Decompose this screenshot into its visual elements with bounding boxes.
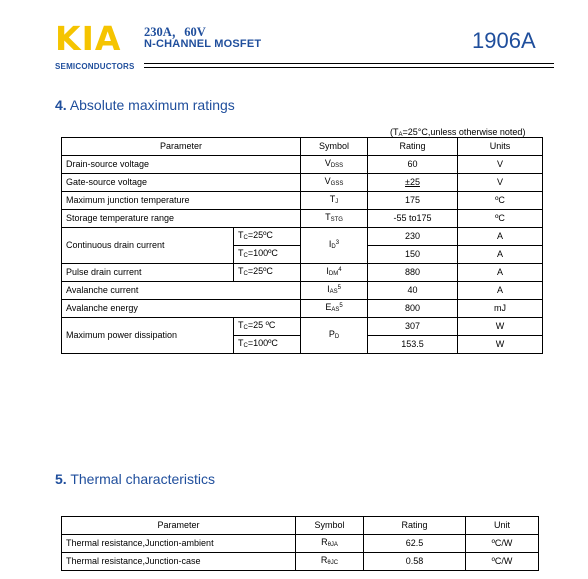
rating-cell: ±25	[368, 174, 458, 192]
symbol-cell: $V_{DSS}$	[301, 156, 368, 174]
table-row	[62, 264, 543, 282]
rating-cell: 800	[368, 300, 458, 318]
condition-cell: $T_C=100ºC$	[234, 336, 301, 354]
logo-subtitle: SEMICONDUCTORS	[55, 62, 135, 71]
section-thermal-heading	[55, 471, 215, 487]
unit-cell: A	[458, 246, 543, 264]
param-cell: Thermal resistance,Junction-case	[62, 553, 296, 571]
section-abs-heading	[55, 97, 235, 113]
symbol-cell: $E_{AS}^5$	[301, 300, 368, 318]
rating-cell: 307	[368, 318, 458, 336]
product-type: N-CHANNEL MOSFET	[144, 38, 262, 50]
condition-cell: $T_C=25ºC$	[234, 264, 301, 282]
header-units: Units	[458, 138, 543, 156]
symbol-cell: $R_{\theta JA}$	[296, 535, 364, 553]
param-cell: Continuous drain current	[62, 228, 234, 264]
header-parameter: Parameter	[62, 517, 296, 535]
param-cell: Drain-source voltage	[62, 156, 301, 174]
symbol-cell: $P_D$	[301, 318, 368, 354]
condition-cell: $T_C=25$ ºC	[234, 318, 301, 336]
rating-cell: 153.5	[368, 336, 458, 354]
param-cell: Thermal resistance,Junction-ambient	[62, 535, 296, 553]
product-rating: 230A，60V	[144, 25, 206, 39]
rating-cell: 40	[368, 282, 458, 300]
symbol-cell: $I_{DM}^4$	[301, 264, 368, 282]
section-title: Absolute maximum ratings	[69, 97, 235, 113]
unit-cell: A	[458, 264, 543, 282]
rating-cell: 230	[368, 228, 458, 246]
param-cell: Gate-source voltage	[62, 174, 301, 192]
header-symbol: Symbol	[296, 517, 364, 535]
thermal-table	[61, 516, 539, 571]
unit-cell: ºC/W	[466, 535, 539, 553]
table-row	[62, 553, 539, 571]
symbol-cell: $I_D^3$	[301, 228, 368, 264]
section-title: Thermal characteristics	[70, 471, 216, 487]
rating-cell: 60	[368, 156, 458, 174]
section-number: 4.	[55, 97, 67, 113]
table-row	[62, 210, 543, 228]
conditions-note: ($T_A=25^\circ C,unless$ otherwise noted)	[390, 127, 526, 138]
condition-cell: $T_C=25ºC$	[234, 228, 301, 246]
param-cell: Avalanche energy	[62, 300, 301, 318]
param-cell: Pulse drain current	[62, 264, 234, 282]
unit-cell: W	[458, 336, 543, 354]
unit-cell: ºC/W	[466, 553, 539, 571]
table-row	[62, 228, 543, 246]
part-number: 1906A	[472, 28, 536, 53]
table-row	[62, 318, 543, 336]
condition-cell: $T_C=100ºC$	[234, 246, 301, 264]
param-cell: Avalanche current	[62, 282, 301, 300]
rating-cell: 175	[368, 192, 458, 210]
unit-cell: ºC	[458, 210, 543, 228]
symbol-cell: $V_{GSS}$	[301, 174, 368, 192]
param-cell: Maximum junction temperature	[62, 192, 301, 210]
unit-cell: W	[458, 318, 543, 336]
table-row	[62, 192, 543, 210]
unit-cell: V	[458, 156, 543, 174]
unit-cell: A	[458, 228, 543, 246]
symbol-cell: $R_{\theta JC}$	[296, 553, 364, 571]
symbol-cell: $T_{STG}$	[301, 210, 368, 228]
section-number: 5.	[55, 471, 67, 487]
symbol-cell: $T_J$	[301, 192, 368, 210]
header-rating: Rating	[368, 138, 458, 156]
unit-cell: V	[458, 174, 543, 192]
rating-cell: 0.58	[364, 553, 466, 571]
table-row	[62, 535, 539, 553]
rating-cell: 62.5	[364, 535, 466, 553]
param-cell: Storage temperature range	[62, 210, 301, 228]
rating-cell: 150	[368, 246, 458, 264]
unit-cell: ºC	[458, 192, 543, 210]
absolute-ratings-table	[61, 137, 543, 354]
table-row	[62, 300, 543, 318]
header-symbol: Symbol	[301, 138, 368, 156]
rating-cell: -55 to175	[368, 210, 458, 228]
table-header-row	[62, 517, 539, 535]
param-cell: Maximum power dissipation	[62, 318, 234, 354]
table-header-row	[62, 138, 543, 156]
header-parameter: Parameter	[62, 138, 301, 156]
table-row	[62, 282, 543, 300]
header-rating: Rating	[364, 517, 466, 535]
header-unit: Unit	[466, 517, 539, 535]
table-row	[62, 174, 543, 192]
unit-cell: mJ	[458, 300, 543, 318]
symbol-cell: $I_{AS}^5$	[301, 282, 368, 300]
header-rule-bottom	[144, 67, 554, 68]
header-rule-top	[144, 63, 554, 64]
unit-cell: A	[458, 282, 543, 300]
rating-cell: 880	[368, 264, 458, 282]
company-logo: KIA	[55, 19, 122, 58]
table-row	[62, 156, 543, 174]
